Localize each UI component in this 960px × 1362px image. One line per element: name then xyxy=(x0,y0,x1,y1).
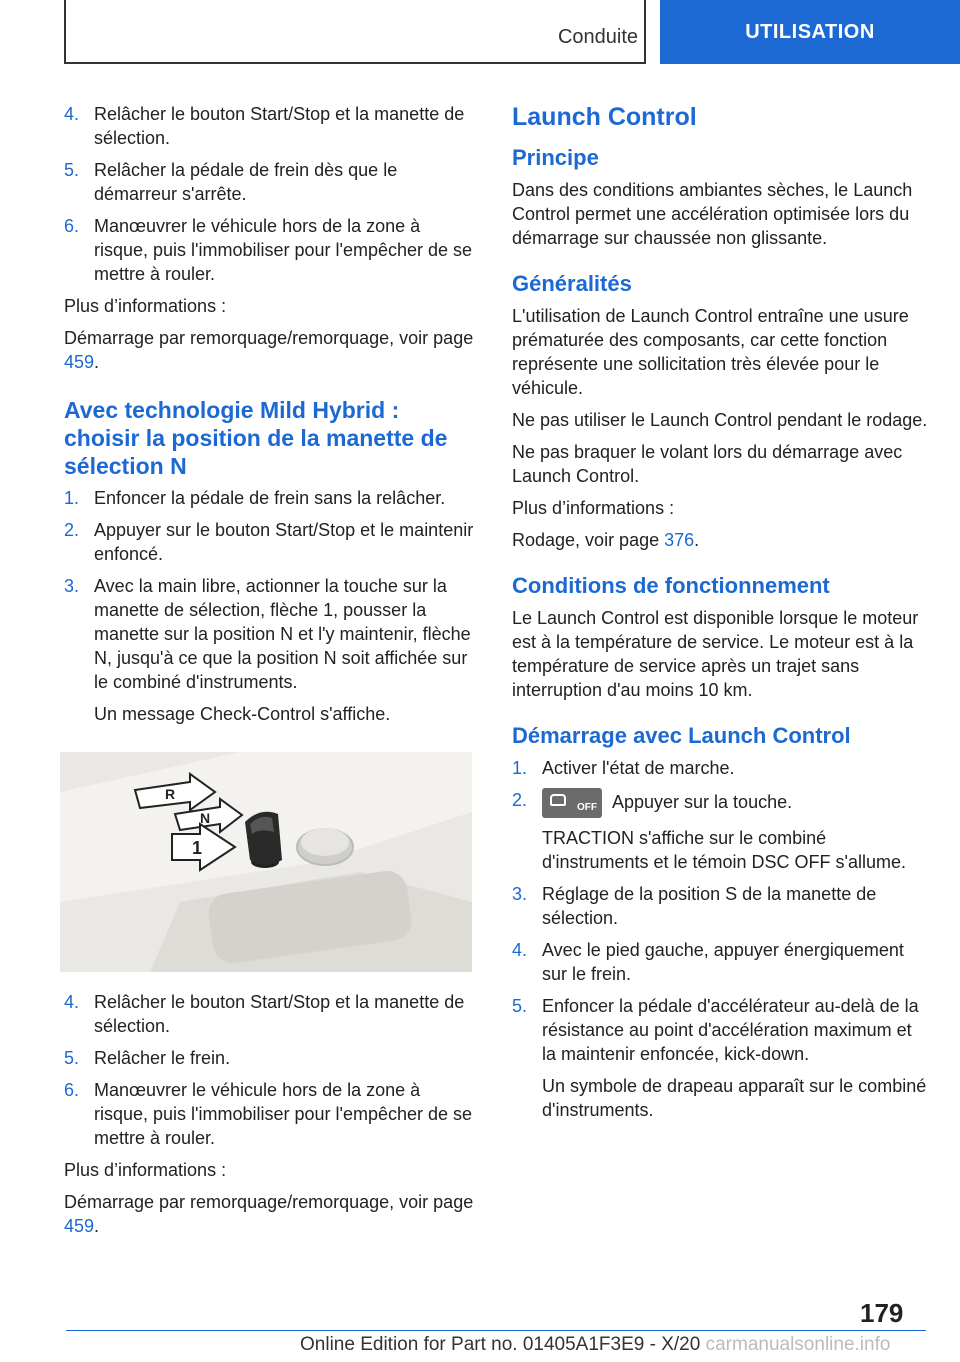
step-content xyxy=(542,788,928,818)
gear-selector-figure xyxy=(60,752,472,972)
more-info-label: Plus d’informations : xyxy=(64,296,227,316)
generalites-paragraph: Ne pas utiliser le Launch Control pendant le rodage. xyxy=(512,410,928,430)
dsc-off-icon-label: OFF xyxy=(577,802,597,813)
list-item xyxy=(64,214,476,286)
edition-text: Online Edition for Part no. 01405A1F3E9 - X/20 xyxy=(300,1334,701,1355)
list-item xyxy=(64,574,476,694)
list-item xyxy=(512,994,928,1066)
principe-text: Dans des conditions ambiantes sèches, le Launch Control permet une accélération optimisée lors du démarrage sur chaussée non glissante. xyxy=(512,180,913,248)
left-column xyxy=(64,102,476,1246)
generalites-heading: Généralités xyxy=(512,271,632,296)
step-text: Relâcher le bouton Start/Stop et la manette de sélection. xyxy=(94,992,465,1036)
step-list-c xyxy=(64,990,476,1150)
dsc-off-button-icon[interactable] xyxy=(542,788,602,818)
demarrage-heading: Démarrage avec Launch Control xyxy=(512,723,851,748)
principe-heading: Principe xyxy=(512,145,599,170)
list-item xyxy=(64,1046,476,1070)
step-text: Relâcher la pédale de frein dès que le démarreur s'arrête. xyxy=(94,160,398,204)
step-number: 2. xyxy=(512,790,528,810)
conditions-heading: Conditions de fonctionnement xyxy=(512,573,830,598)
gear-selector-illustration xyxy=(60,752,472,972)
step-text: Appuyer sur la touche. xyxy=(612,791,793,812)
step-text: Avec la main libre, actionner la touche sur la manette de sélection, flèche 1, pousser la manette sur la position N et l'y maintenir, flèche N, jusqu'à ce que la position N soit affichée sur le combiné d'instruments. xyxy=(94,576,471,692)
cross-reference-text: Démarrage par remorquage/remorquage, voir page xyxy=(64,1192,474,1212)
step-list-b xyxy=(64,486,476,694)
step-number: 2. xyxy=(64,520,80,540)
step-text: Enfoncer la pédale d'accélérateur au-delà de la résistance au point d'accélération maximum et la maintenir enfoncée, kick-down. xyxy=(542,996,919,1064)
page-number: 179 xyxy=(860,1298,904,1328)
step-number: 4. xyxy=(512,940,528,960)
generalites-paragraph: Ne pas braquer le volant lors du démarrage avec Launch Control. xyxy=(512,442,903,486)
step-number: 4. xyxy=(64,992,80,1012)
cross-reference-text: Démarrage par remorquage/remorquage, voir page xyxy=(64,328,474,348)
step-number: 6. xyxy=(64,216,80,236)
step-number: 1. xyxy=(512,758,528,778)
step-text: Relâcher le bouton Start/Stop et la manette de sélection. xyxy=(94,104,465,148)
list-item xyxy=(64,102,476,150)
step-text: Relâcher le frein. xyxy=(94,1048,231,1068)
arrow-1-label: 1 xyxy=(192,838,203,858)
step-list-a xyxy=(64,102,476,286)
section-label: Conduite xyxy=(557,26,639,48)
list-item xyxy=(512,788,928,818)
more-info-label: Plus d’informations : xyxy=(64,1160,227,1180)
step-text: Réglage de la position S de la manette de sélection. xyxy=(542,884,877,928)
mild-hybrid-heading: Avec technologie Mild Hybrid : choisir la position de la manette de sélection N xyxy=(64,397,448,479)
list-item xyxy=(512,882,928,930)
step-number: 1. xyxy=(64,488,80,508)
cross-reference: Démarrage par remorquage/remorquage, voir page 459. xyxy=(64,328,474,372)
step-number: 3. xyxy=(64,576,80,596)
generalites-paragraph: L'utilisation de Launch Control entraîne une usure prématurée des composants, car cette fonction représente une sollicitation très élevée pour le véhicule. xyxy=(512,306,909,398)
footer-divider xyxy=(66,1330,926,1331)
list-item xyxy=(64,158,476,206)
step-note: Un symbole de drapeau apparaît sur le combiné d'instruments. xyxy=(542,1076,927,1120)
watermark: carmanualsonline.info xyxy=(705,1334,891,1355)
more-info-label: Plus d’informations : xyxy=(512,498,675,518)
arrow-r-label: R xyxy=(165,786,176,802)
list-item xyxy=(512,938,928,986)
list-item xyxy=(64,1078,476,1150)
section-title: Launch Control xyxy=(512,103,697,131)
cross-reference-text: Rodage, voir page xyxy=(512,530,660,550)
conditions-text: Le Launch Control est disponible lorsque le moteur est à la température de service. Le moteur est à la température de service après un trajet sans interruption d'au moins 10 km. xyxy=(512,608,919,700)
step-number: 4. xyxy=(64,104,80,124)
step-note: Un message Check-Control s'affiche. xyxy=(94,704,391,724)
step-text: Enfoncer la pédale de frein sans la relâcher. xyxy=(94,488,446,508)
list-item xyxy=(64,486,476,510)
page-link[interactable]: 459 xyxy=(64,1216,95,1236)
step-text: Activer l'état de marche. xyxy=(542,758,735,778)
list-item xyxy=(64,990,476,1038)
right-column xyxy=(512,102,928,1130)
list-item xyxy=(64,518,476,566)
chapter-tab[interactable]: UTILISATION xyxy=(660,0,960,64)
step-number: 3. xyxy=(512,884,528,904)
step-number: 6. xyxy=(64,1080,80,1100)
step-number: 5. xyxy=(64,1048,80,1068)
footer-edition xyxy=(300,1334,890,1356)
page-link[interactable]: 376 xyxy=(664,530,695,550)
cross-reference: Démarrage par remorquage/remorquage, voir page 459. xyxy=(64,1192,474,1236)
arrow-n-label: N xyxy=(200,810,211,826)
cross-reference: Rodage, voir page 376. xyxy=(512,530,700,550)
step-list-rest xyxy=(512,882,928,1066)
step-text: Avec le pied gauche, appuyer énergiquement sur le frein. xyxy=(542,940,904,984)
step-note: TRACTION s'affiche sur le combiné d'instruments et le témoin DSC OFF s'allume. xyxy=(542,828,906,872)
step-text: Appuyer sur le bouton Start/Stop et le maintenir enfoncé. xyxy=(94,520,474,564)
page-link[interactable]: 459 xyxy=(64,352,95,372)
list-item xyxy=(512,756,928,780)
step-text: Manœuvrer le véhicule hors de la zone à risque, puis l'immobiliser pour l'empêcher de se mettre à rouler. xyxy=(94,1080,473,1148)
step-text: Manœuvrer le véhicule hors de la zone à risque, puis l'immobiliser pour l'empêcher de se mettre à rouler. xyxy=(94,216,473,284)
step-number: 5. xyxy=(64,160,80,180)
step-number: 5. xyxy=(512,996,528,1016)
